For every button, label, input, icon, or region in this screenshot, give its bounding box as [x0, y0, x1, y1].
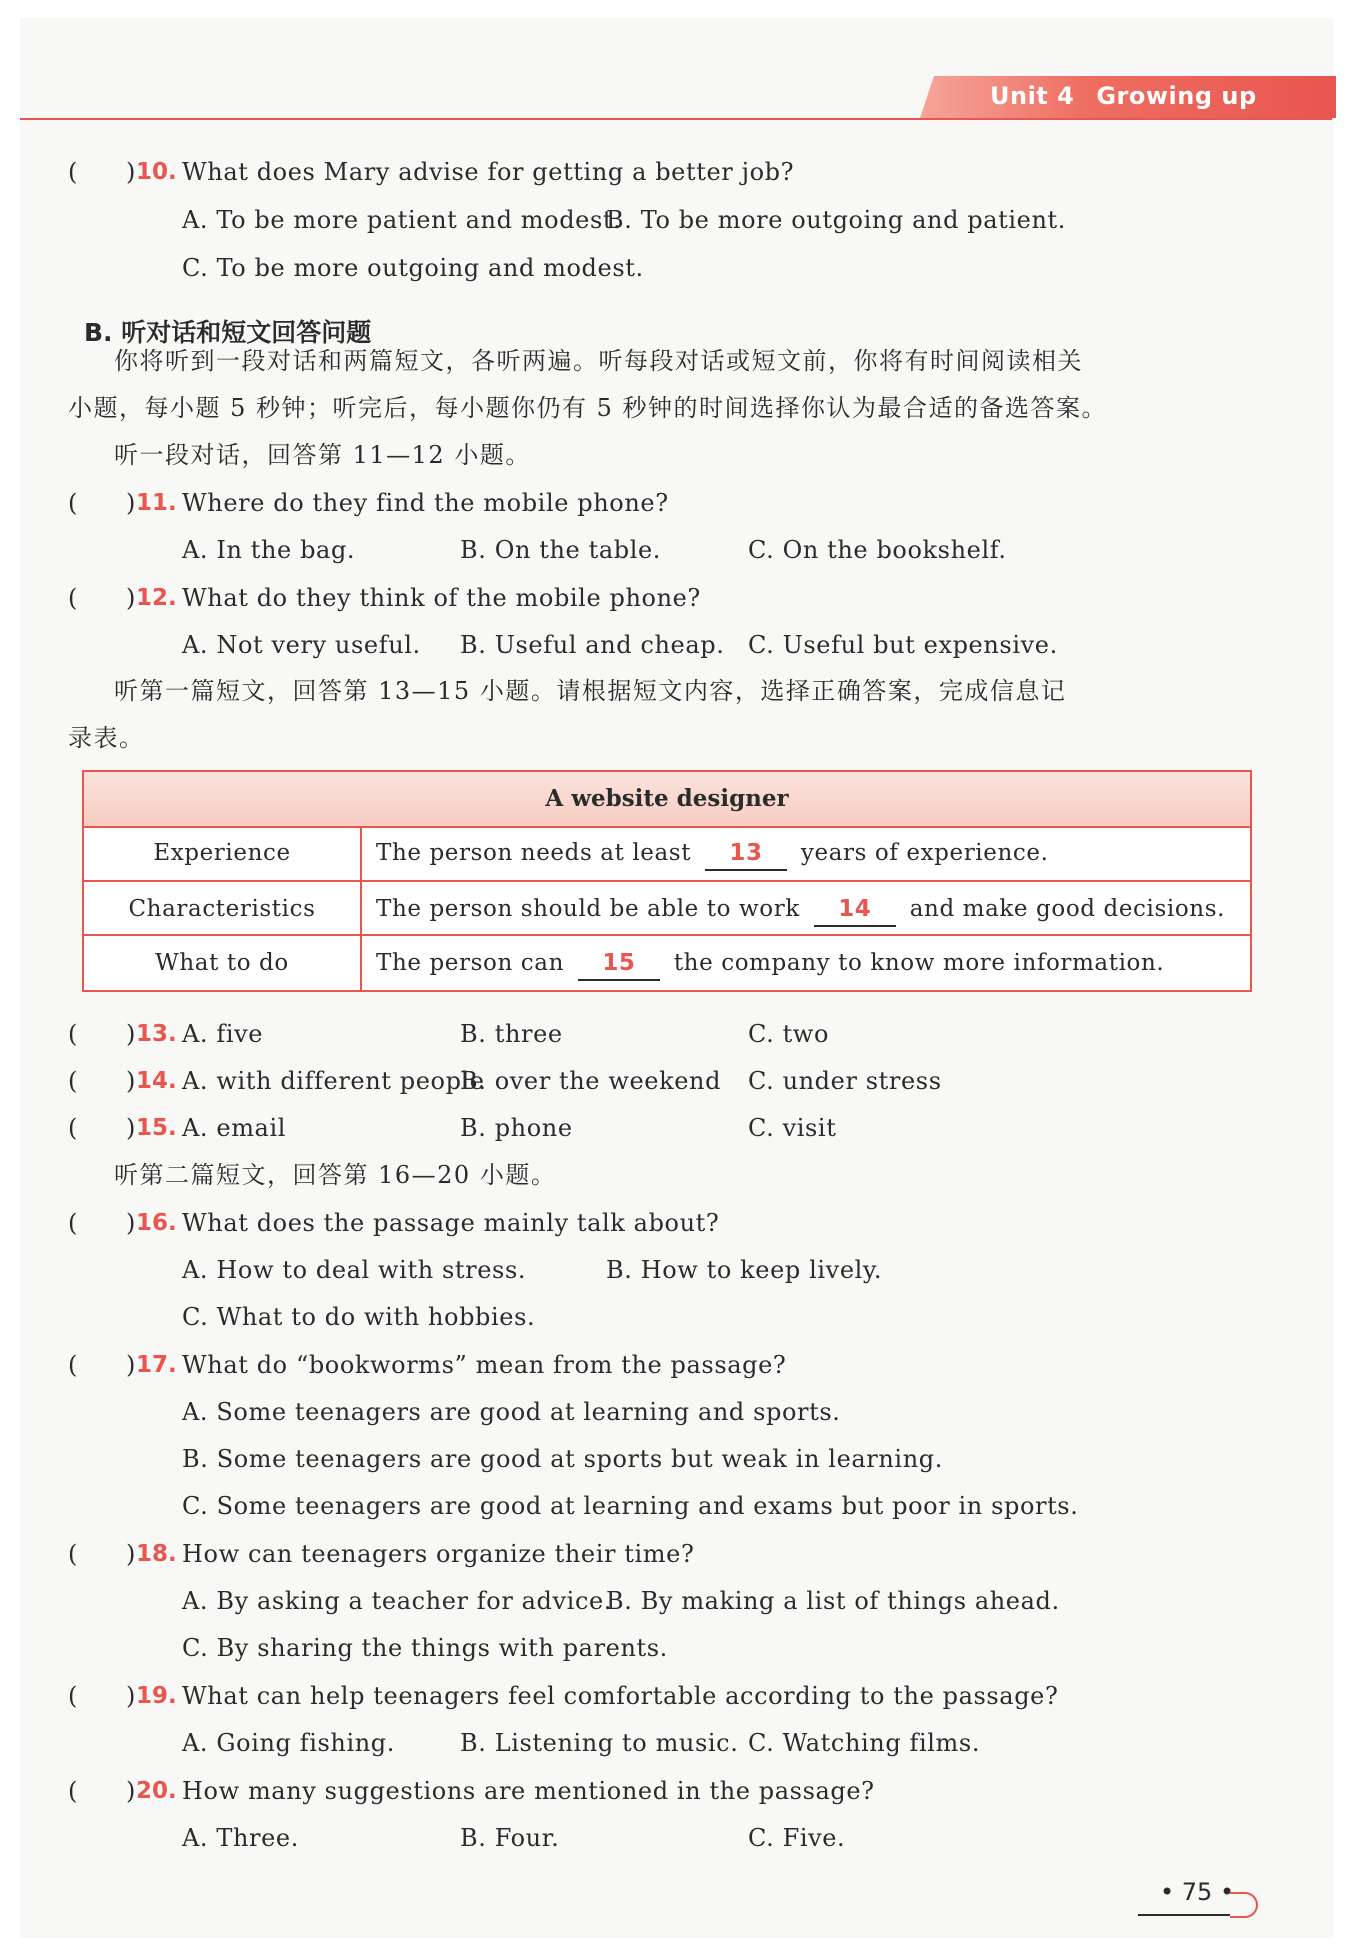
question-stem: What does the passage mainly talk about? [182, 1209, 720, 1237]
option-b: B. three [460, 1020, 563, 1048]
question-number: 15. [136, 1115, 177, 1141]
option-c: C. Useful but expensive. [748, 631, 1058, 659]
page-curl-icon [1230, 1892, 1258, 1918]
answer-paren-close: ) [126, 1067, 136, 1095]
option-b: B. over the weekend [460, 1067, 722, 1095]
answer-paren-open: ( [68, 1682, 78, 1710]
answer-paren-open: ( [68, 158, 78, 186]
row-text-after: and make good decisions. [909, 896, 1226, 922]
unit-title: Growing up [1096, 82, 1257, 110]
page-number: • 75 • [1160, 1878, 1235, 1906]
question-stem: What does Mary advise for getting a better job? [182, 158, 795, 186]
option-a: A. email [182, 1114, 287, 1142]
section-b-title: B. 听对话和短文回答问题 [84, 318, 372, 347]
blank-14[interactable]: 14 [814, 893, 896, 927]
option-a: A. Going fishing. [182, 1729, 395, 1757]
question-stem: What do they think of the mobile phone? [182, 584, 701, 612]
instructions-line-1: 你将听到一段对话和两篇短文，各听两遍。听每段对话或短文前，你将有时间阅读相关 [114, 347, 1083, 375]
row-text-before: The person can [376, 950, 564, 976]
question-stem: How can teenagers organize their time? [182, 1540, 695, 1568]
row-text-before: The person should be able to work [376, 896, 800, 922]
instructions-line-2: 小题，每小题 5 秒钟；听完后，每小题你仍有 5 秒钟的时间选择你认为最合适的备选答案。 [68, 394, 1108, 422]
table-title: A website designer [84, 772, 1250, 828]
option-c: C. Five. [748, 1824, 846, 1852]
option-c: C. under stress [748, 1067, 942, 1095]
question-number: 12. [136, 585, 177, 611]
dialogue-intro: 听一段对话，回答第 11—12 小题。 [114, 441, 531, 469]
option-b: B. To be more outgoing and patient. [606, 206, 1066, 234]
question-number: 10. [136, 159, 177, 185]
option-c: C. On the bookshelf. [748, 536, 1007, 564]
answer-paren-open: ( [68, 489, 78, 517]
answer-paren-close: ) [126, 1114, 136, 1142]
question-stem: What can help teenagers feel comfortable according to the passage? [182, 1682, 1059, 1710]
info-record-table [82, 770, 1252, 992]
option-b: B. Four. [460, 1824, 560, 1852]
unit-label: Unit 4 [990, 82, 1075, 110]
option-b: B. Listening to music. [460, 1729, 739, 1757]
header-rule [20, 118, 1332, 120]
answer-paren-open: ( [68, 1540, 78, 1568]
option-b: B. By making a list of things ahead. [606, 1587, 1060, 1615]
row-label: Characteristics [128, 896, 316, 922]
textbook-page [20, 18, 1334, 1938]
row-label: Experience [153, 840, 291, 866]
question-stem: How many suggestions are mentioned in the passage? [182, 1777, 875, 1805]
unit-header [990, 82, 1257, 110]
answer-paren-close: ) [126, 1682, 136, 1710]
option-c: C. two [748, 1020, 830, 1048]
answer-paren-open: ( [68, 1114, 78, 1142]
row-text-after: the company to know more information. [673, 950, 1165, 976]
row-label: What to do [155, 950, 289, 976]
option-c: C. Some teenagers are good at learning and exams but poor in sports. [182, 1492, 1079, 1520]
question-number: 11. [136, 490, 177, 516]
option-c: C. Watching films. [748, 1729, 981, 1757]
row-text-before: The person needs at least [376, 840, 692, 866]
answer-paren-close: ) [126, 1351, 136, 1379]
row-content [376, 826, 1048, 880]
option-a: A. To be more patient and modest. [182, 206, 622, 234]
question-stem: Where do they find the mobile phone? [182, 489, 669, 517]
answer-paren-open: ( [68, 584, 78, 612]
passage-1-intro: 听第一篇短文，回答第 13—15 小题。请根据短文内容，选择正确答案，完成信息记 [114, 677, 1067, 705]
option-a: A. How to deal with stress. [182, 1256, 527, 1284]
option-a: A. In the bag. [182, 536, 356, 564]
option-c: C. What to do with hobbies. [182, 1303, 536, 1331]
option-b: B. phone [460, 1114, 573, 1142]
table-row [84, 880, 1250, 936]
answer-paren-open: ( [68, 1777, 78, 1805]
question-stem: What do “bookworms” mean from the passage? [182, 1351, 787, 1379]
blank-15[interactable]: 15 [578, 947, 660, 981]
option-a: A. Three. [182, 1824, 299, 1852]
footer-rule [1138, 1914, 1230, 1916]
option-a: A. Some teenagers are good at learning and sports. [182, 1398, 841, 1426]
option-b: B. How to keep lively. [606, 1256, 883, 1284]
answer-paren-open: ( [68, 1020, 78, 1048]
answer-paren-open: ( [68, 1351, 78, 1379]
question-number: 17. [136, 1352, 177, 1378]
answer-paren-open: ( [68, 1067, 78, 1095]
option-a: A. five [182, 1020, 264, 1048]
answer-paren-close: ) [126, 1020, 136, 1048]
question-number: 19. [136, 1683, 177, 1709]
answer-paren-open: ( [68, 1209, 78, 1237]
table-row [84, 934, 1250, 990]
question-number: 18. [136, 1541, 177, 1567]
row-text-after: years of experience. [800, 840, 1049, 866]
option-c: C. To be more outgoing and modest. [182, 254, 644, 282]
option-b: B. Useful and cheap. [460, 631, 725, 659]
answer-paren-close: ) [126, 489, 136, 517]
row-content [376, 936, 1164, 990]
passage-1-intro-cont: 录表。 [68, 724, 145, 752]
option-b: B. Some teenagers are good at sports but weak in learning. [182, 1445, 943, 1473]
option-c: C. By sharing the things with parents. [182, 1634, 668, 1662]
answer-paren-close: ) [126, 1540, 136, 1568]
passage-2-intro: 听第二篇短文，回答第 16—20 小题。 [114, 1161, 557, 1189]
option-a: A. with different people [182, 1067, 485, 1095]
table-row [84, 826, 1250, 880]
answer-paren-close: ) [126, 1777, 136, 1805]
option-a: A. Not very useful. [182, 631, 421, 659]
answer-paren-close: ) [126, 1209, 136, 1237]
blank-13[interactable]: 13 [705, 837, 787, 871]
question-number: 16. [136, 1210, 177, 1236]
answer-paren-close: ) [126, 158, 136, 186]
row-content [376, 882, 1225, 936]
question-number: 13. [136, 1021, 177, 1047]
question-number: 14. [136, 1068, 177, 1094]
option-c: C. visit [748, 1114, 837, 1142]
answer-paren-close: ) [126, 584, 136, 612]
option-a: A. By asking a teacher for advice. [182, 1587, 613, 1615]
option-b: B. On the table. [460, 536, 662, 564]
question-number: 20. [136, 1778, 177, 1804]
